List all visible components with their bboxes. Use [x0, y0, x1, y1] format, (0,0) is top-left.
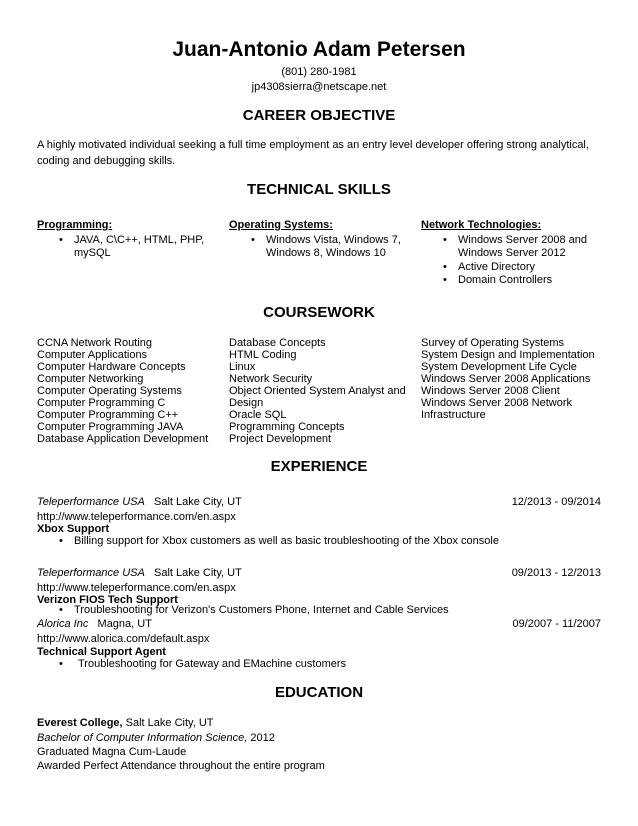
job-location: Magna, UT — [97, 618, 152, 630]
job-duties — [37, 535, 601, 549]
skills-network — [421, 219, 601, 288]
list-item: • Windows Vista, Windows 7, Windows 8, Windows 10 — [229, 234, 404, 261]
job-location: Salt Lake City, UT — [154, 496, 242, 508]
coursework-col-3 — [421, 337, 595, 421]
course-item: Computer Programming JAVA — [37, 421, 184, 433]
course-item: Network Security — [229, 373, 313, 385]
skills-heading: TECHNICAL SKILLS — [247, 181, 391, 198]
course-item: System Development Life Cycle — [421, 361, 577, 373]
experience-heading: EXPERIENCE — [270, 458, 368, 475]
course-item: Survey of Operating Systems — [421, 337, 565, 349]
job-duty: • Billing support for Xbox customers as well as basic troubleshooting of the Xbox console — [37, 535, 601, 549]
job-2-header — [37, 566, 601, 580]
job-role: Technical Support Agent — [37, 646, 166, 658]
course-item: Computer Networking — [37, 373, 144, 385]
coursework-heading: COURSEWORK — [263, 304, 375, 321]
list-item: • Windows Server 2008 and Windows Server 2012 — [421, 234, 601, 261]
course-item: Project Development — [229, 433, 332, 445]
education-degree-line — [37, 731, 601, 745]
candidate-name: Juan-Antonio Adam Petersen — [172, 38, 466, 61]
job-role: Verizon FIOS Tech Support — [37, 594, 178, 606]
list-item: • Domain Controllers — [421, 274, 601, 288]
course-item: Windows Server 2008 Client — [421, 385, 560, 397]
course-item: Computer Applications — [37, 349, 148, 361]
course-item: Database Application Development — [37, 433, 209, 445]
course-item: Computer Programming C++ — [37, 409, 179, 421]
job-duties — [37, 604, 601, 618]
job-location: Salt Lake City, UT — [154, 567, 242, 579]
job-1-header — [37, 495, 601, 509]
job-dates: 09/2013 - 12/2013 — [511, 567, 601, 579]
course-item: Design — [229, 397, 264, 409]
education-honor: Graduated Magna Cum-Laude — [37, 746, 187, 758]
programming-list — [37, 234, 217, 261]
degree-name: Bachelor of Computer Information Science, — [37, 732, 248, 744]
skills-os — [229, 219, 404, 261]
programming-title: Programming: — [37, 219, 113, 231]
course-item: Computer Operating Systems — [37, 385, 182, 397]
course-item: Object Oriented System Analyst and — [229, 385, 406, 397]
course-item: Windows Server 2008 Applications — [421, 373, 591, 385]
education-school-line — [37, 716, 601, 730]
course-item: System Design and Implementation — [421, 349, 595, 361]
course-item: HTML Coding — [229, 349, 297, 361]
job-company: Teleperformance USA — [37, 567, 145, 579]
list-item: • JAVA, C\C++, HTML, PHP, mySQL — [37, 234, 217, 261]
objective-heading: CAREER OBJECTIVE — [242, 107, 396, 124]
job-duty: • Troubleshooting for Gateway and EMachine customers — [37, 658, 601, 672]
school-name: Everest College, — [37, 717, 123, 729]
job-3-header — [37, 617, 601, 631]
network-list — [421, 234, 601, 288]
os-title: Operating Systems: — [229, 219, 333, 231]
job-dates: 12/2013 - 09/2014 — [511, 496, 601, 508]
coursework-col-1 — [37, 337, 208, 445]
network-title: Network Technologies: — [421, 219, 542, 231]
job-duties — [37, 658, 601, 672]
course-item: Computer Programming C — [37, 397, 166, 409]
job-role: Xbox Support — [37, 523, 110, 535]
course-item: Database Concepts — [229, 337, 326, 349]
job-dates: 09/2007 - 11/2007 — [512, 618, 601, 630]
education-heading: EDUCATION — [274, 684, 364, 701]
email-address: jp4308sierra@netscape.net — [251, 81, 387, 93]
phone-number: (801) 280-1981 — [281, 66, 357, 78]
course-item: Windows Server 2008 Network — [421, 397, 573, 409]
objective-text: A highly motivated individual seeking a full time employment as an entry level developer offering strong analytical, coding and debugging skills. — [37, 139, 589, 167]
course-item: Infrastructure — [421, 409, 486, 421]
course-item: CCNA Network Routing — [37, 337, 152, 349]
job-url: http://www.alorica.com/default.aspx — [37, 633, 210, 645]
job-company: Alorica Inc — [37, 618, 89, 630]
course-item: Linux — [229, 361, 256, 373]
school-location: Salt Lake City, UT — [125, 717, 214, 729]
os-list — [229, 234, 404, 261]
course-item: Computer Hardware Concepts — [37, 361, 186, 373]
job-company: Teleperformance USA — [37, 496, 145, 508]
job-url: http://www.teleperformance.com/en.aspx — [37, 511, 236, 523]
course-item: Oracle SQL — [229, 409, 287, 421]
job-duty: • Troubleshooting for Verizon's Customers Phone, Internet and Cable Services — [37, 604, 601, 618]
skills-programming — [37, 219, 217, 261]
coursework-col-2 — [229, 337, 406, 445]
education-award: Awarded Perfect Attendance throughout the entire program — [37, 760, 325, 772]
course-item: Programming Concepts — [229, 421, 345, 433]
degree-year: 2012 — [250, 732, 275, 744]
job-url: http://www.teleperformance.com/en.aspx — [37, 582, 236, 594]
list-item: • Active Directory — [421, 261, 601, 275]
